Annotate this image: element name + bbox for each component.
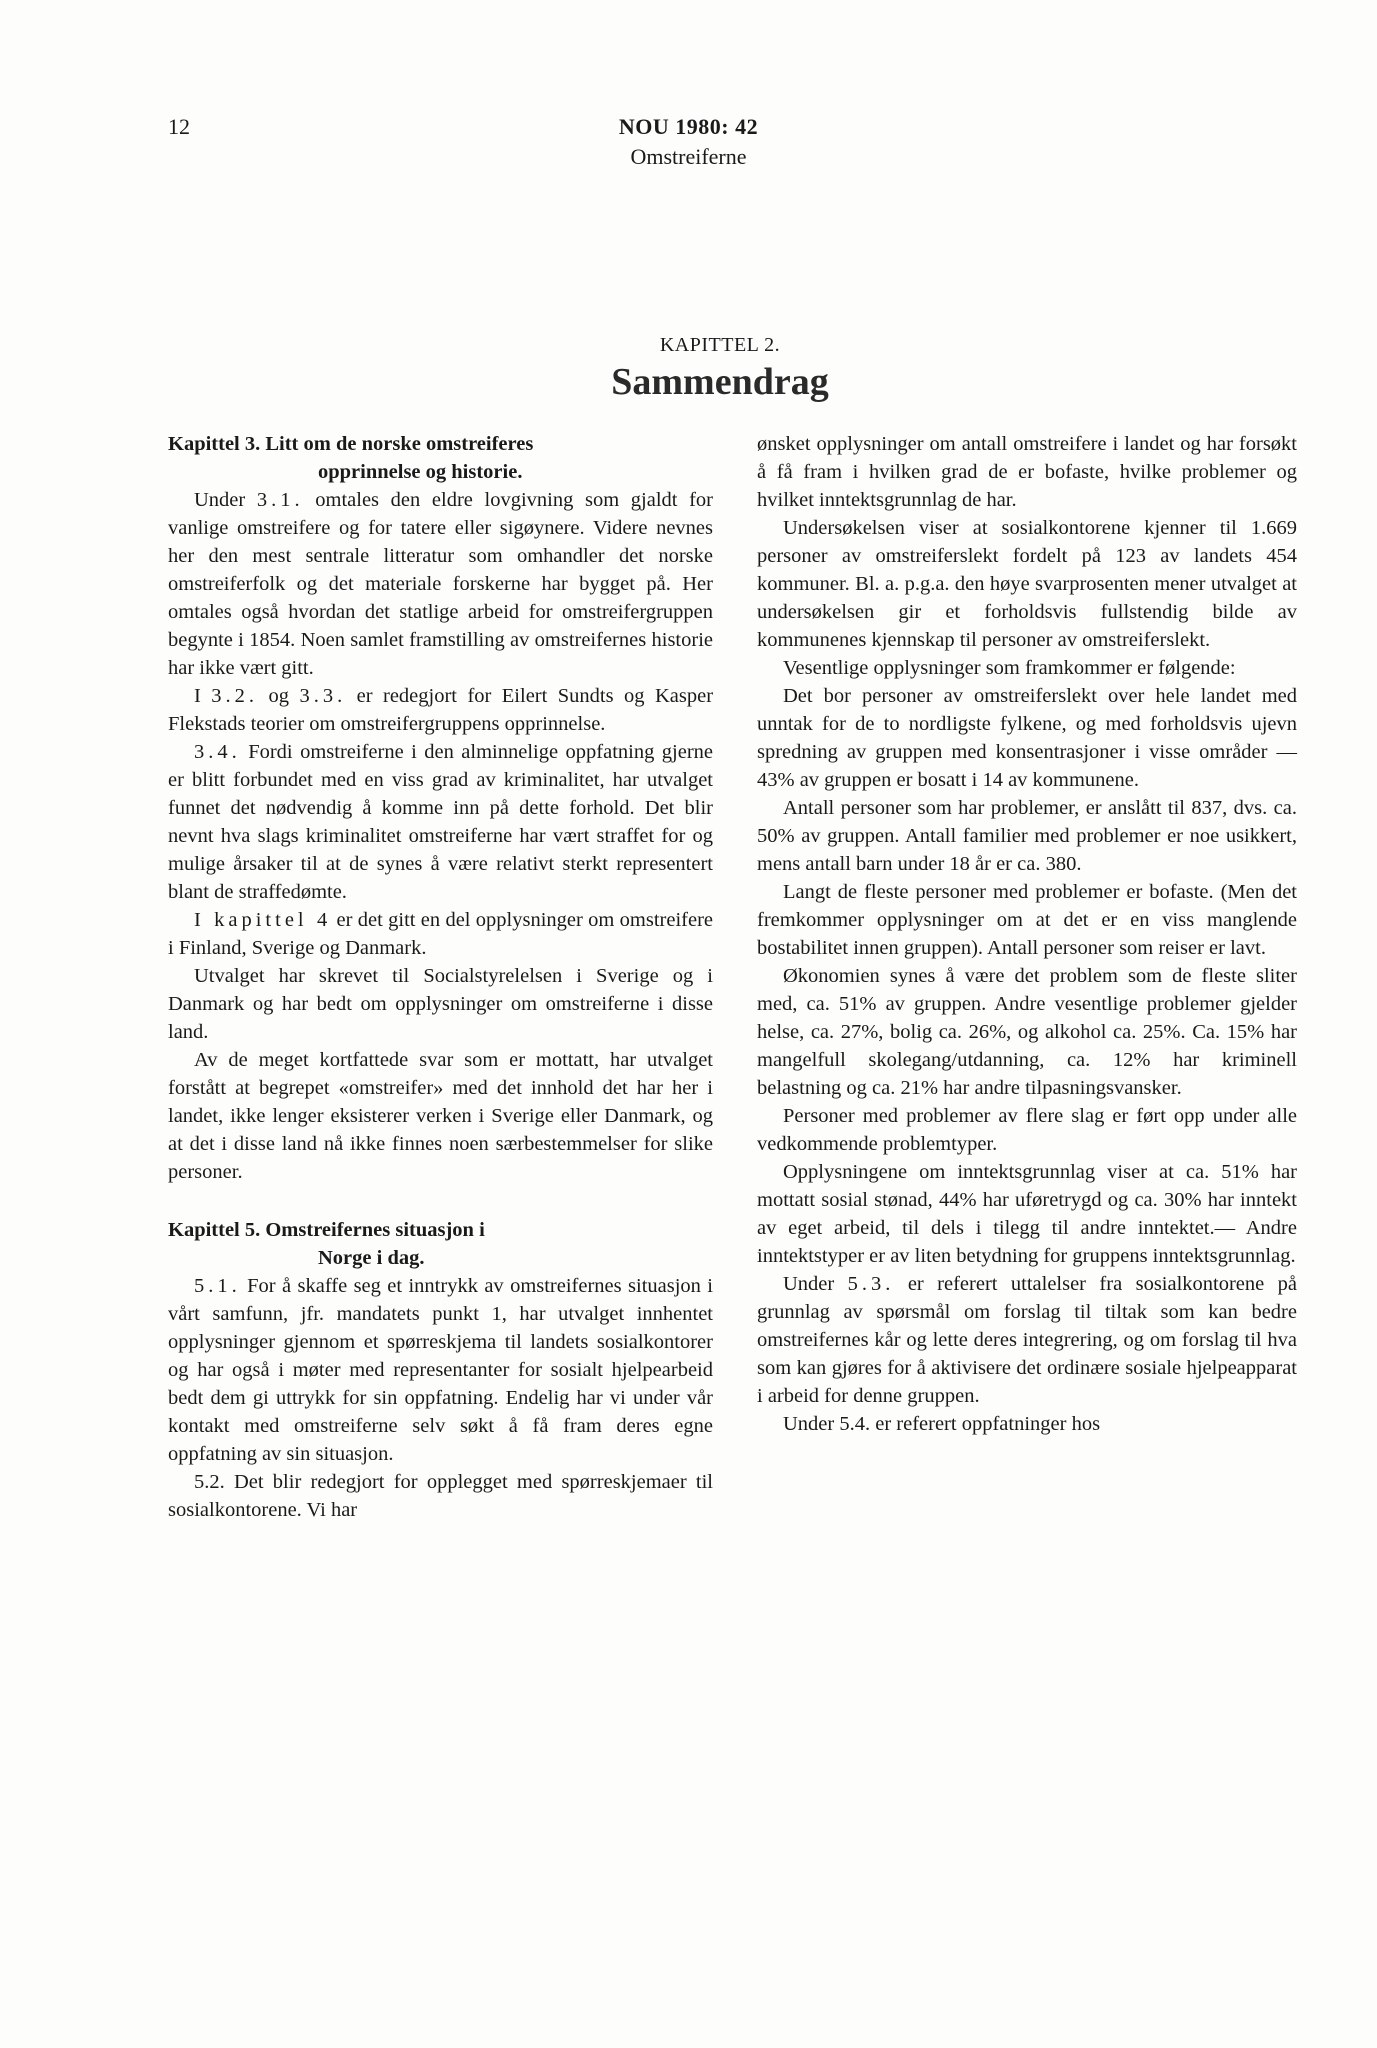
- chapter-label: KAPITTEL 2.: [659, 334, 781, 356]
- page-number: 12: [168, 114, 190, 139]
- paragraph: Opplysningene om inntektsgrunnlag viser at ca. 51% har mottatt sosial stønad, 44% har uføretrygd og ca. 30% har inntekt av eget arbeid, til dels i tilegg til andre inntektet.— Andre inntektstyper er av liten betydning for gruppens inntektsgrunnlag.: [757, 1161, 1297, 1267]
- paragraph: ønsket opplysninger om antall omstreifere i landet og har forsøkt å få fram i hvilken grad de er bofaste, hvilke problemer og hvilket inntektsgrunnlag de har.: [757, 433, 1297, 511]
- heading-line: Kapittel 5. Omstreifernes situasjon i: [168, 1219, 485, 1241]
- paragraph: Av de meget kortfattede svar som er mottatt, har utvalget forstått at begrepet «omstreifer» med det innhold det har her i landet, ikke lenger eksisterer verken i Sverige eller Danmark, og at det i disse land nå ikke finnes noen særbestemmelser for slike personer.: [168, 1049, 713, 1183]
- heading-line: opprinnelse og historie.: [318, 461, 523, 483]
- left-column: [168, 430, 713, 1524]
- text: er redegjort for Eilert Sundts og Kasper Flekstads teorier om omstreifergruppens opprinnelse.: [168, 685, 714, 735]
- paragraph: [168, 486, 713, 682]
- paragraph: [168, 906, 713, 962]
- running-header: [0, 112, 1377, 172]
- text: omtales den eldre lovgivning som gjaldt for vanlige omstreifere og for tatere eller sigøynere. Videre nevnes her den mest sentrale litteratur som omhandler det norske omstreiferfolk og det materiale forskerne har bygget på. Her omtales også hvordan det statlige arbeid for omstreifergruppen begynte i 1854. Noen samlet framstilling av omstreifernes historie har ikke vært gitt.: [168, 489, 714, 679]
- paragraph: Personer med problemer av flere slag er ført opp under alle vedkommende problemtyper.: [757, 1105, 1297, 1155]
- report-subtitle: Omstreiferne: [630, 144, 747, 169]
- section-ref: 3.2.: [211, 685, 259, 707]
- text: I: [194, 685, 201, 707]
- heading-line: Kapittel 3. Litt om de norske omstreiferes: [168, 433, 534, 455]
- paragraph: Vesentlige opplysninger som framkommer er følgende:: [783, 657, 1236, 679]
- section-ref: 3.1.: [256, 489, 304, 511]
- section-heading-kapittel-3: [168, 430, 713, 486]
- text: og: [268, 685, 289, 707]
- paragraph: [168, 738, 713, 906]
- paragraph: Økonomien synes å være det problem som de fleste sliter med, ca. 51% av gruppen. Andre vesentlige problemer gjelder helse, ca. 27%, bolig ca. 26%, og alkohol ca. 25%. Ca. 15% har mangelfull skolegang/utdanning, ca. 12% har kriminell belastning og ca. 21% har andre tilpasningsvansker.: [757, 965, 1297, 1099]
- right-column: [757, 430, 1297, 1438]
- text: er referert uttalelser fra sosialkontorene på grunnlag av spørsmål om forslag til tiltak som kan bedre omstreifernes kår og lette deres integrering, og om forslag til hva som kan gjøres for å aktivisere det ordinære sosiale hjelpeapparat i arbeid for denne gruppen.: [757, 1273, 1298, 1407]
- heading-line: Norge i dag.: [318, 1247, 425, 1269]
- paragraph: Langt de fleste personer med problemer er bofaste. (Men det fremkommer opplysninger om at det er en viss manglende bostabilitet innen gruppen). Antall personer som reiser er lavt.: [757, 881, 1297, 959]
- text: er det gitt en del opplysninger om omstreifere i Finland, Sverige og Danmark.: [168, 909, 714, 959]
- text: Under: [194, 489, 246, 511]
- paragraph: [168, 1272, 713, 1468]
- text: Fordi omstreiferne i den alminnelige oppfatning gjerne er blitt forbundet med en viss grad av kriminalitet, har utvalget funnet det nødvendig å komme inn på dette forhold. Det blir nevnt hva slags kriminalitet omstreiferne har vært straffet for og mulige årsaker til at de synes å være relativt sterkt representert blant de straffedømte.: [168, 741, 714, 903]
- section-ref: 5.3.: [847, 1273, 895, 1295]
- paragraph: [168, 682, 713, 738]
- paragraph: Undersøkelsen viser at sosialkontorene kjenner til 1.669 personer av omstreiferslekt fordelt på 123 av landets 454 kommuner. Bl. a. p.g.a. den høye svarprosenten mener utvalget at undersøkelsen gir et forholdsvis fullstendig bilde av kommunenes kjennskap til personer av omstreiferslekt.: [757, 517, 1297, 651]
- section-ref: 3.3.: [299, 685, 347, 707]
- paragraph: [757, 1270, 1297, 1410]
- paragraph: 5.2. Det blir redegjort for opplegget med spørreskjemaer til sosialkontorene. Vi har: [168, 1471, 713, 1521]
- section-ref: 5.1.: [194, 1275, 241, 1297]
- section-ref: 3.4.: [194, 741, 241, 763]
- text: Under: [783, 1273, 835, 1295]
- section-ref: I kapittel 4: [194, 909, 332, 931]
- paragraph: Det bor personer av omstreiferslekt over hele landet med unntak for de to nordligste fylkene, og med forholdsvis ujevn spredning av gruppen med konsentrasjoner i visse områder — 43% av gruppen er bosatt i 14 av kommunene.: [757, 685, 1297, 791]
- text: For å skaffe seg et inntrykk av omstreifernes situasjon i vårt samfunn, jfr. mandatets punkt 1, har utvalget innhentet opplysninger gjennom et spørreskjema til landets sosialkontorer og har også i møter med representanter for sosialt hjelpearbeid bedt dem gi uttrykk for sin oppfatning. Endelig har vi under vår kontakt med omstreiferne selv søkt å få fram deres egne oppfatning av sin situasjon.: [168, 1275, 713, 1465]
- paragraph: Utvalget har skrevet til Socialstyrelelsen i Sverige og i Danmark og har bedt om opplysninger om omstreiferne i disse land.: [168, 965, 713, 1043]
- paragraph: Antall personer som har problemer, er anslått til 837, dvs. ca. 50% av gruppen. Antall familier med problemer er noe usikkert, mens antall barn under 18 år er ca. 380.: [757, 797, 1297, 875]
- paragraph: Under 5.4. er referert oppfatninger hos: [783, 1413, 1101, 1435]
- section-heading-kapittel-5: [168, 1216, 713, 1272]
- series-number: NOU 1980: 42: [618, 114, 759, 139]
- chapter-title: Sammendrag: [611, 361, 829, 403]
- chapter-heading: [560, 332, 880, 406]
